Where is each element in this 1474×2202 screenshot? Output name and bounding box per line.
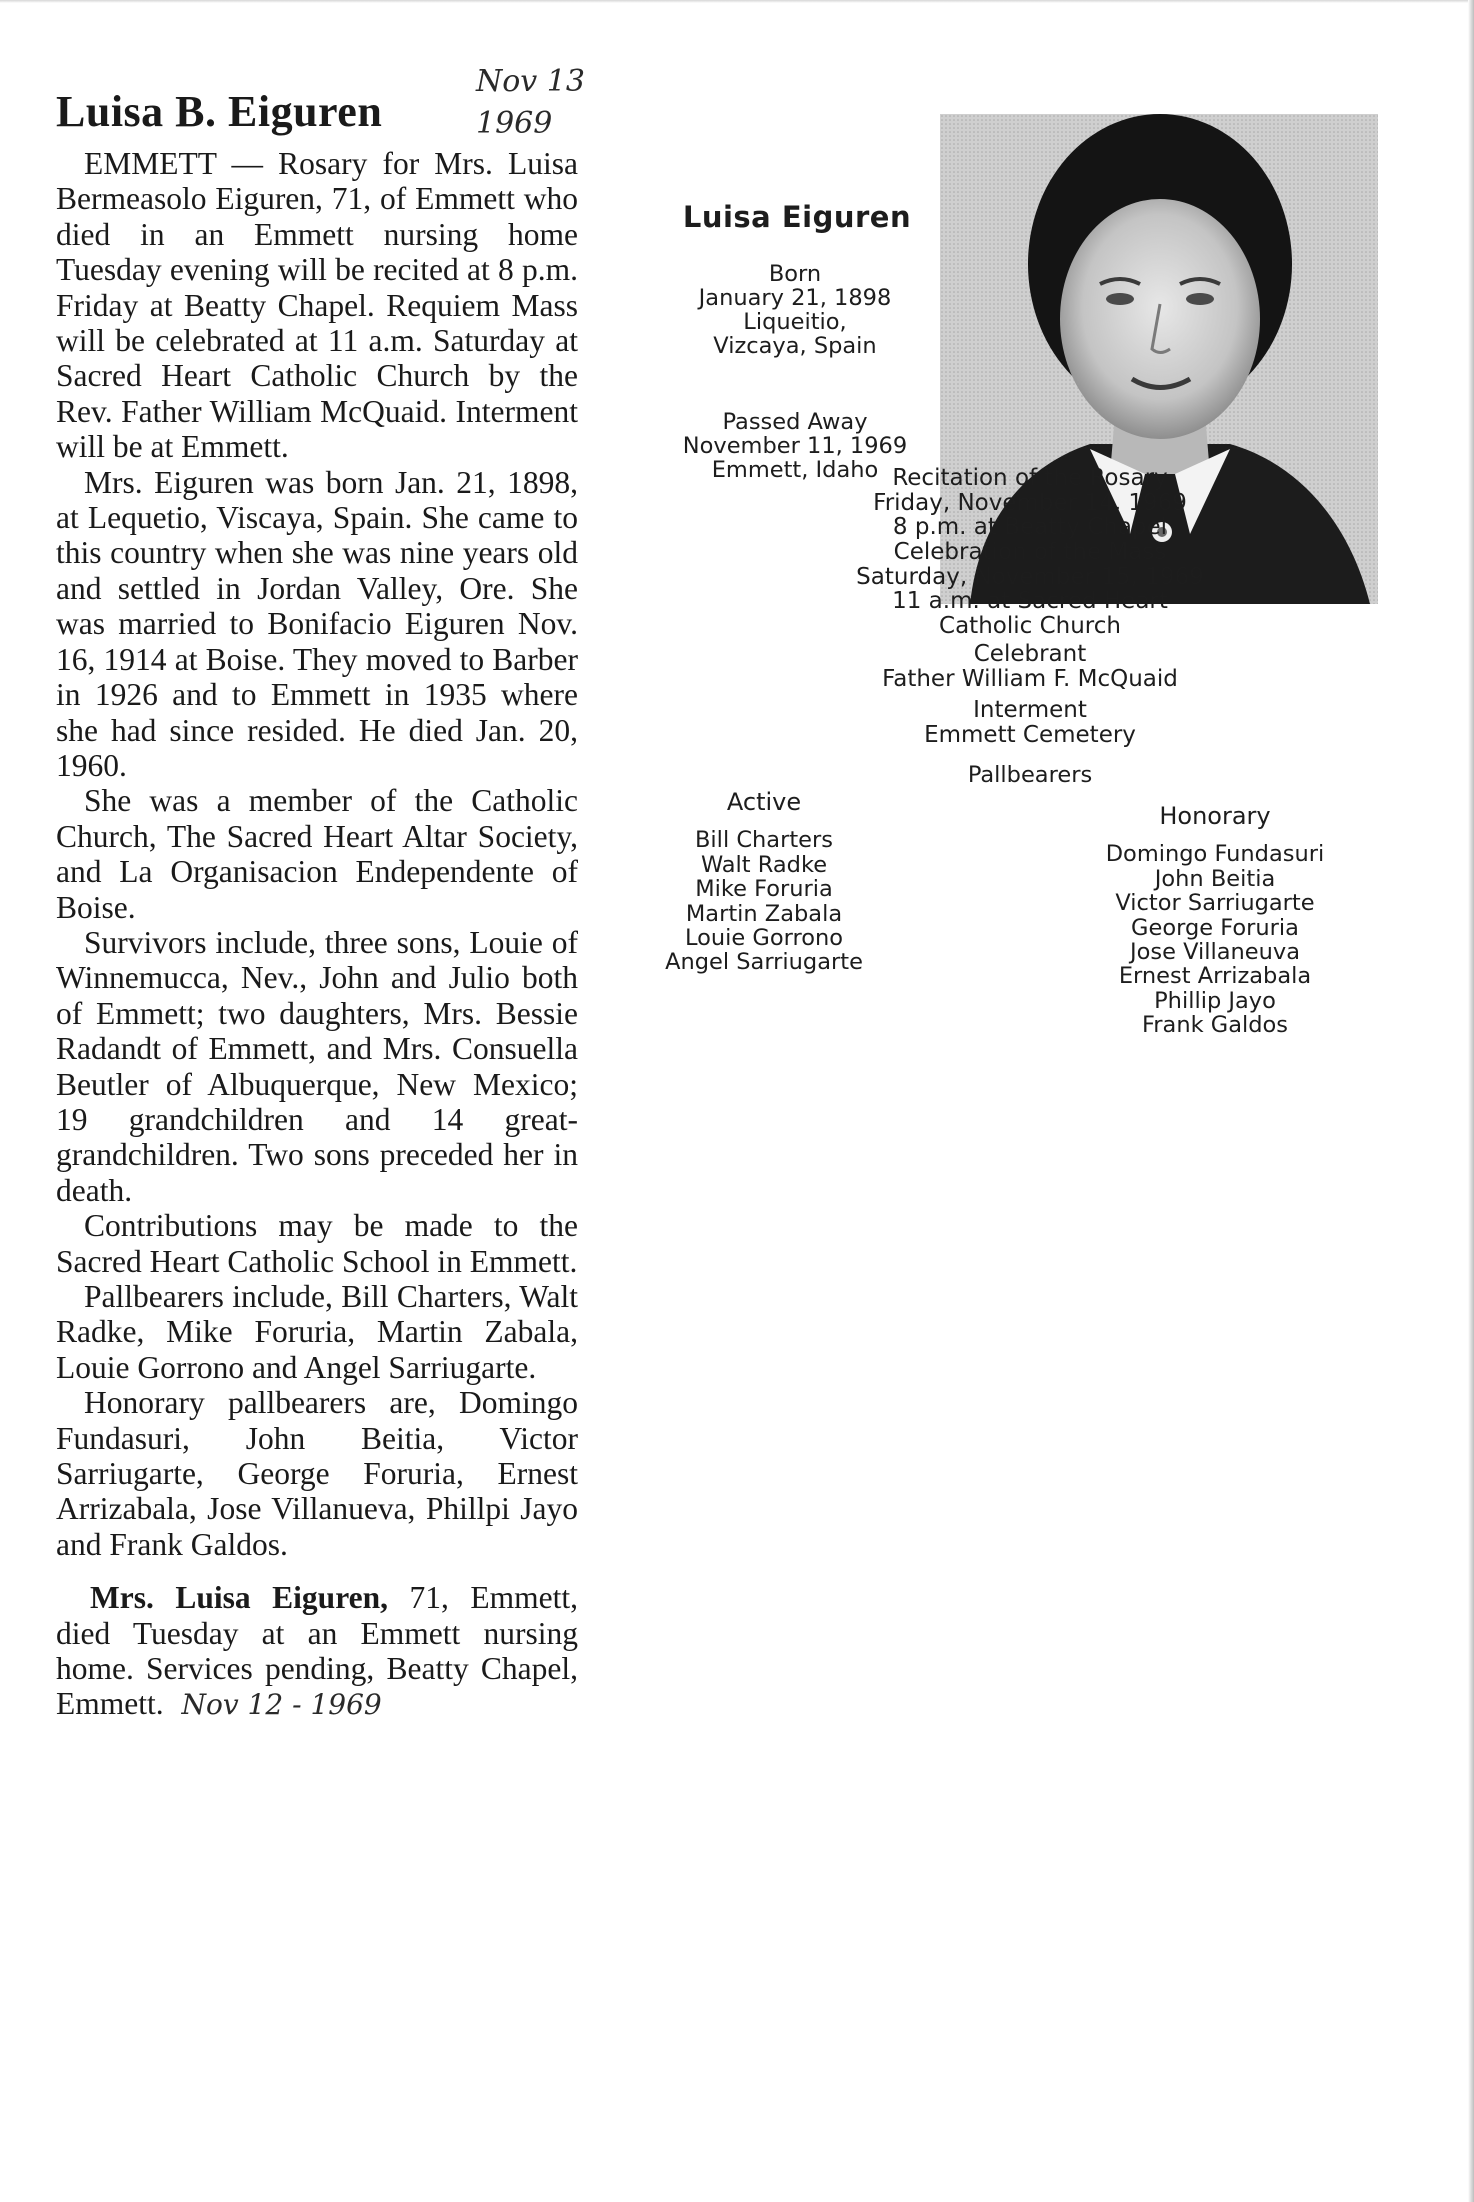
obituary-headline: Luisa B. Eiguren [56,87,383,136]
handwritten-date-top: Nov 13 [476,64,585,99]
celebrant-label: Celebrant [973,641,1087,667]
notice-gap [56,1562,578,1580]
pallbearer-name: Phillip Jayo [1154,987,1276,1014]
celebrant-name: Father William F. McQuaid [882,665,1178,692]
mass-title: Celebration of the Mass [893,539,1167,565]
mass-block [620,540,1440,638]
pallbearer-name: Angel Sarriugarte [665,949,863,976]
obituary-article [56,64,585,1723]
pallbearer-name: Bill Charters [695,827,833,854]
born-label: Born [768,261,822,287]
interment-place: Emmett Cemetery [924,721,1136,748]
born-place-town: Liqueitio, [743,309,847,335]
obituary-paragraph: Survivors include, three sons, Louie of Winnemucca, Nev., John and Julio both of Emmett; two daughters, Mrs. Bessie Radandt of Emmett, and Mrs. Consuella Beutler of Albuquerque, New Mexico; 19 grandchildren and 14 great-grandchildren. Two sons preceded her in death. [56,924,578,1208]
born-place-region: Vizcaya, Spain [713,333,877,359]
pallbearer-name: Louie Gorrono [684,925,844,952]
handwritten-date-bottom: Nov 12 - 1969 [181,1688,382,1722]
pallbearer-name: John Beitia [1154,865,1276,892]
passed-date: November 11, 1969 [682,433,908,459]
death-notice-text: 71, Emmett, died Tuesday at an Emmett nursing home. Services pending, Beatty Chapel, Emmett. [56,1580,578,1722]
mass-time: 11 a.m. at Sacred Heart [892,588,1168,614]
headline-row [56,64,585,146]
rosary-block [620,466,1440,540]
obituary-paragraph: She was a member of the Catholic Church, The Sacred Heart Altar Society, and La Organisacion Endependente of Boise. [56,783,578,925]
obituary-paragraph: Mrs. Eiguren was born Jan. 21, 1898, at Lequetio, Viscaya, Spain. She came to this country when she was nine years old and settled in Jordan Valley, Ore. She was married to Bonifacio Eiguren Nov. 16, 1914 at Boise. They moved to Barber in 1926 and to Emmett in 1935 where she had since resided. He died Jan. 20, 1960. [56,464,578,783]
born-block [640,262,950,358]
pallbearer-name: Walt Radke [700,851,828,878]
interment-block [620,698,1440,747]
death-notice [56,1580,578,1723]
honorary-pallbearers [1020,804,1410,1038]
rosary-title: Recitation of the Rosary [892,465,1168,491]
memorial-card [620,100,1440,1330]
pallbearer-name: Mike Foruria [695,876,833,903]
active-label: Active [726,788,802,816]
celebrant-block [620,642,1440,691]
born-date: January 21, 1898 [698,285,892,311]
pallbearer-name: Martin Zabala [685,900,843,927]
obituary-paragraph: EMMETT — Rosary for Mrs. Luisa Bermeasolo Eiguren, 71, of Emmett who died in an Emmett nursing home Tuesday evening will be recited at 8 p.m. Friday at Beatty Chapel. Requiem Mass will be celebrated at 11 a.m. Saturday at Sacred Heart Catholic Church by the Rev. Father William McQuaid. Interment will be at Emmett. [56,146,578,465]
handwritten-year: 1969 [476,106,553,141]
pallbearer-name: Frank Galdos [1141,1012,1289,1039]
honorary-label: Honorary [1159,802,1271,830]
pallbearer-name: George Foruria [1131,914,1299,941]
interment-label: Interment [973,697,1087,723]
rosary-date: Friday, November 14, 1969 [873,489,1187,516]
card-name: Luisa Eiguren [682,200,912,234]
scan-right-edge [1468,0,1474,2202]
mass-date: Saturday, November 15, 1969 [856,563,1204,590]
pallbearer-name: Victor Sarriugarte [1115,890,1315,917]
pallbearer-name: Jose Villaneuva [1129,939,1301,966]
death-notice-lead: Mrs. Luisa Eiguren, [90,1580,388,1616]
pallbearer-name: Domingo Fundasuri [1105,841,1325,868]
obituary-paragraph: Contributions may be made to the Sacred Heart Catholic School in Emmett. [56,1208,578,1279]
passed-place: Emmett, Idaho [711,457,879,483]
pallbearers-heading: Pallbearers [967,762,1093,788]
mass-place: Catholic Church [939,612,1121,639]
rosary-place: 8 p.m. at Beatty Chapel [892,514,1168,540]
pallbearer-name: Ernest Arrizabala [1118,963,1312,990]
obituary-paragraph: Honorary pallbearers are, Domingo Fundasuri, John Beitia, Victor Sarriugarte, George Foruria, Ernest Arrizabala, Jose Villanueva, Phillpi Jayo and Frank Galdos. [56,1385,578,1562]
active-pallbearers [624,790,904,975]
passed-label: Passed Away [722,409,868,435]
obituary-paragraph: Pallbearers include, Bill Charters, Walt Radke, Mike Foruria, Martin Zabala, Louie Gorrono and Angel Sarriugarte. [56,1279,578,1385]
scan-top-edge [0,0,1474,3]
